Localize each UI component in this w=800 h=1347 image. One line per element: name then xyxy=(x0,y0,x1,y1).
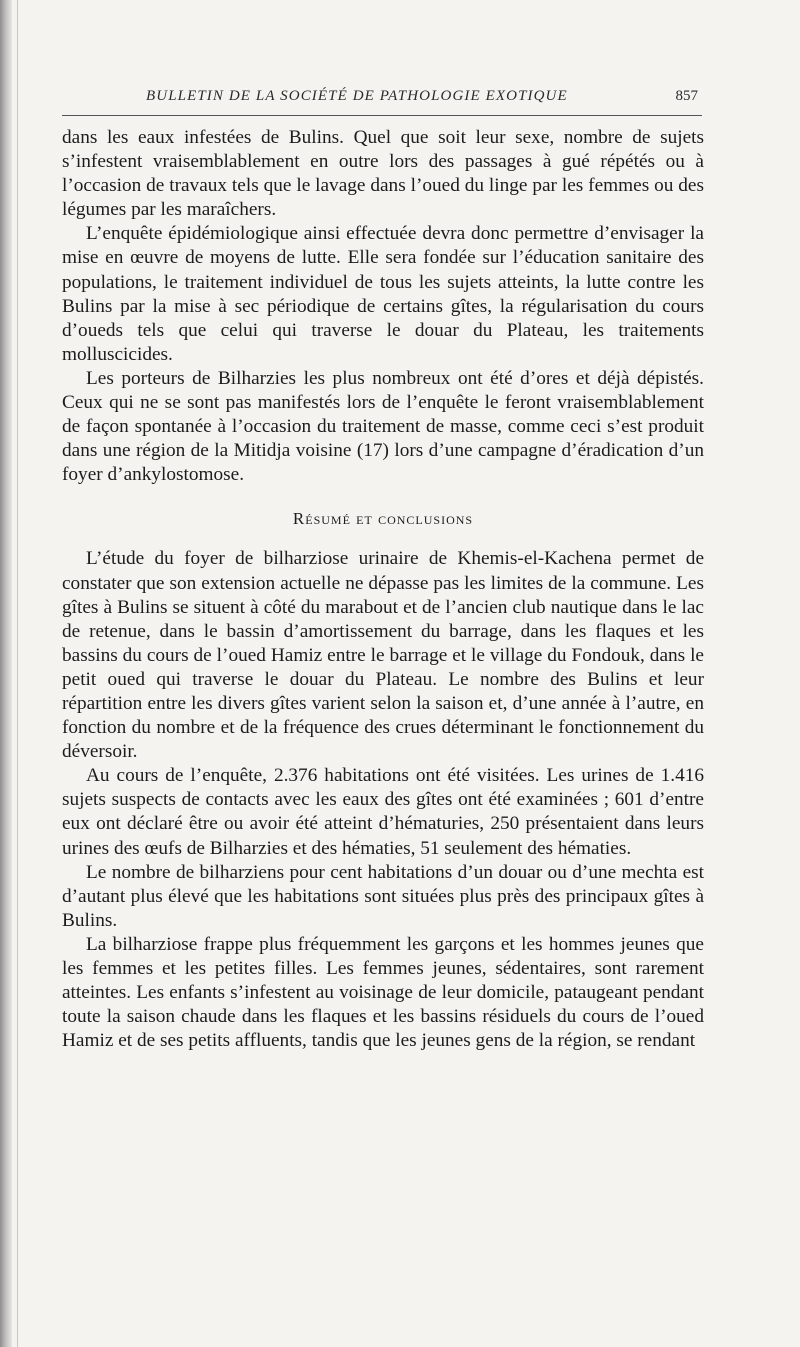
paragraph: L’enquête épidémiologique ainsi effectuée devra donc permettre d’envisager la mise en œuvre de moyens de lutte. Elle sera fondée sur l’éducation sanitaire des populations, le traitement individuel de tous les sujets atteints, la lutte contre les Bulins par la mise à sec périodique de certains gîtes, la régularisation du cours d’oueds tels que celui qui traverse le douar du Plateau, les traitements molluscicides. xyxy=(62,223,704,365)
paragraph: dans les eaux infestées de Bulins. Quel que soit leur sexe, nombre de sujets s’infestent vraisemblablement en outre lors des passages à gué répétés ou à l’occasion de travaux tels que le lavage dans l’oued du linge par les femmes ou des légumes par les maraîchers. xyxy=(62,127,704,221)
running-title: BULLETIN DE LA SOCIÉTÉ DE PATHOLOGIE EXOTIQUE xyxy=(146,88,568,104)
page-number: 857 xyxy=(675,88,698,104)
page-gutter-line xyxy=(17,0,18,1347)
paragraph: Au cours de l’enquête, 2.376 habitations ont été visitées. Les urines de 1.416 sujets suspects de contacts avec les eaux des gîtes ont été examinées ; 601 d’entre eux ont déclaré être ou avoir été atteint d’hématuries, 250 présentaient dans leurs urines des œufs de Bilharzies et des hématies, 51 seulement des hématies. xyxy=(62,765,704,859)
running-header xyxy=(62,88,702,118)
paragraph: L’étude du foyer de bilharziose urinaire de Khemis-el-Kachena permet de constater que son extension actuelle ne dépasse pas les limites de la commune. Les gîtes à Bulins se situent à côté du marabout et de l’ancien club nautique dans le lac de retenue, dans le bassin d’amortissement du barrage, dans les flaques et les bassins du cours de l’oued Hamiz entre le barrage et le village du Fondouk, dans le petit oued qui traverse le douar du Plateau. Le nombre des Bulins et leur répartition entre les divers gîtes varient selon la saison et, d’une année à l’autre, en fonction du nombre et de la fréquence des crues déterminant le fonctionnement du déversoir. xyxy=(62,548,704,763)
page-binding-shadow xyxy=(0,0,12,1347)
paragraph: Les porteurs de Bilharzies les plus nombreux ont été d’ores et déjà dépistés. Ceux qui ne se sont pas manifestés lors de l’enquête le feront vraisemblablement de façon spontanée à l’occasion du traitement de masse, comme ceci s’est produit dans une région de la Mitidja voisine (17) lors d’une campagne d’éradication d’un foyer d’ankylostomose. xyxy=(62,367,704,486)
paragraph: La bilharziose frappe plus fréquemment les garçons et les hommes jeunes que les femmes et les petites filles. Les femmes jeunes, sédentaires, sont rarement atteintes. Les enfants s’infestent au voisinage de leur domicile, pataugeant pendant toute la saison chaude dans les flaques et les bassins résiduels du cours de l’oued Hamiz et de ses petits affluents, tandis que les jeunes gens de la région, se rendant xyxy=(62,933,704,1052)
paragraph: Le nombre de bilharziens pour cent habitations d’un douar ou d’une mechta est d’autant plus élevé que les habitations sont situées plus près des principaux gîtes à Bulins. xyxy=(62,861,704,931)
body-text xyxy=(62,126,704,1053)
header-rule xyxy=(62,115,702,116)
section-heading: Résumé et conclusions xyxy=(292,509,474,529)
